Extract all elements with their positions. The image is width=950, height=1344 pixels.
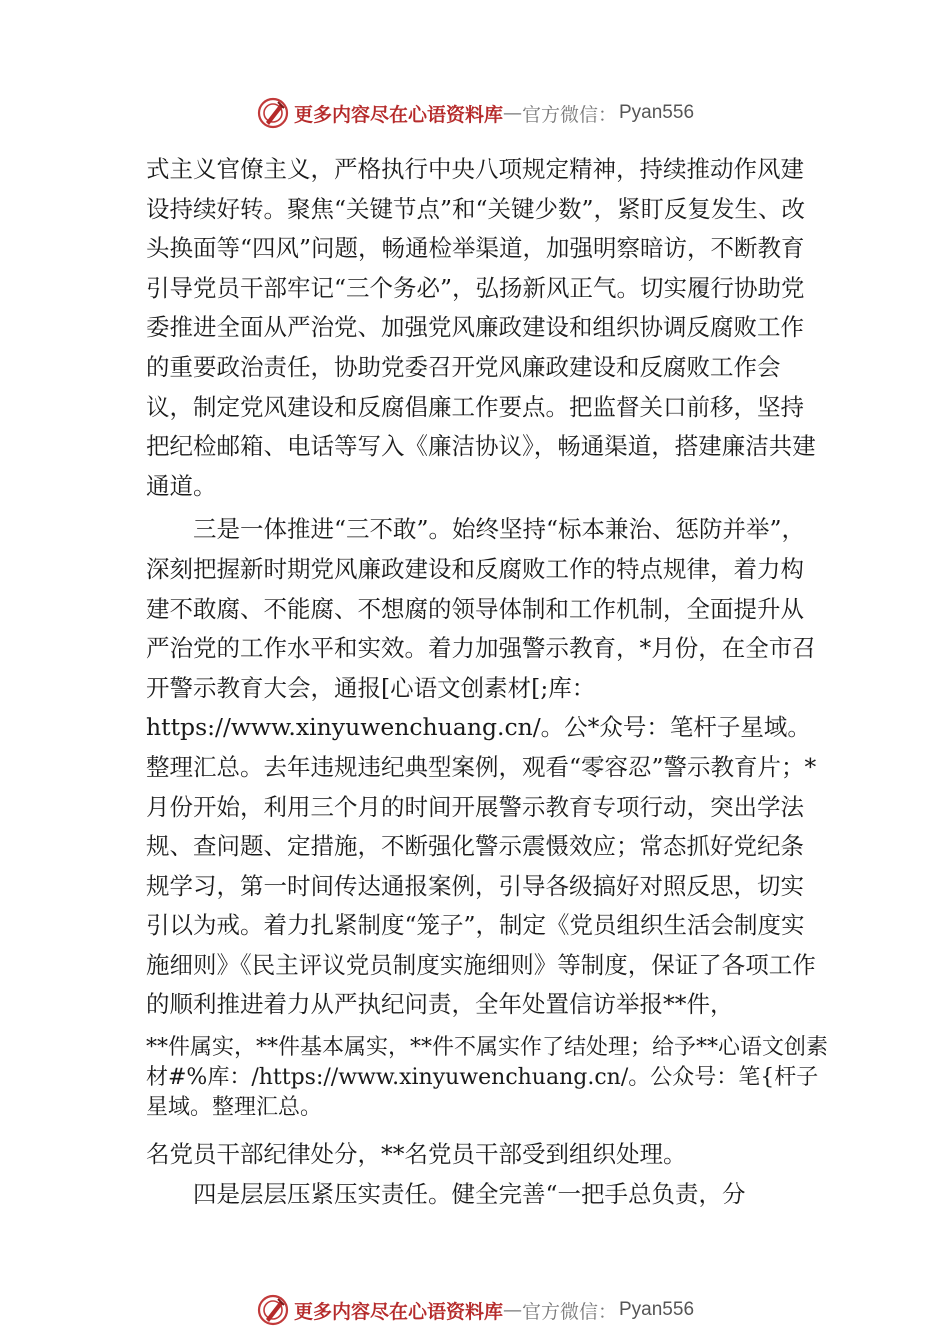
header-banner xyxy=(0,93,950,133)
banner-wechat-id: Pyan556 xyxy=(619,102,695,123)
paragraph-5: 四是层层压紧压实责任。健全完善“一把手总负责，分 xyxy=(193,1179,746,1208)
footer-banner xyxy=(0,1290,950,1330)
banner-official-label: 官方微信： xyxy=(521,103,617,126)
paragraph-1: 式主义官僚主义，严格执行中央八项规定精神，持续推动作风建设持续好转。聚焦“关键节点”和“关键少数”，紧盯反复发生、改头换面等“四风”问题，畅通检举渠道，加强明察暗访，不断教育引导党员干部牢记“三个务必”，弘扬新风正气。切实履行协助党委推进全面从严治党、加强党风廉政建设和组织协调反腐败工作的重要政治责任，协助党委召开党风廉政建设和反腐败工作会议，制定党风建设和反腐倡廉工作要点。把监督关口前移，坚持把纪检邮箱、电话等写入《廉洁协议》，畅通渠道，搭建廉洁共建通道。 xyxy=(146,155,816,500)
paragraph-2: 三是一体推进“三不敢”。始终坚持“标本兼治、惩防并举”，深刻把握新时期党风廉政建设和反腐败工作的特点规律，着力构建不敢腐、不能腐、不想腐的领导体制和工作机制，全面提升从严治党的工作水平和实效。着力加强警示教育，*月份，在全市召开警示教育大会，通报[心语文创素材[;库：https://www.xinyuwenchuang.cn/。公*众号：笔杆子星域。整理汇总。去年违规违纪典型案例，观看“零容忍”警示教育片；*月份开始，利用三个月的时间开展警示教育专项行动，突出学法规、查问题、定措施，不断强化警示震慑效应；常态抓好党纪条规学习，第一时间传达通报案例，引导各级搞好对照反思，切实引以为戒。着力扎紧制度“笼子”，制定《党员组织生活会制度实施细则》《民主评议党员制度实施细则》等制度，保证了各项工作的顺利推进着力从严执纪问责，全年处置信访举报**件， xyxy=(146,515,817,1019)
banner-dash: — xyxy=(502,1299,522,1321)
paragraph-3: **件属实，**件基本属实，**件不属实作了结处理；给予**心语文创素材#%库：/https://www.xinyuwenchuang.cn/。公众号：笔{杆子星域。整理汇总。 xyxy=(146,1035,829,1121)
logo-icon xyxy=(256,1293,290,1327)
banner-title: 更多内容尽在心语资料库 xyxy=(293,103,503,126)
document-body xyxy=(146,150,829,1214)
banner-official-label: 官方微信： xyxy=(521,1300,617,1323)
paragraph-4: 名党员干部纪律处分，**名党员干部受到组织处理。 xyxy=(146,1140,687,1169)
banner-title: 更多内容尽在心语资料库 xyxy=(293,1300,503,1323)
banner-wechat-id: Pyan556 xyxy=(619,1299,695,1320)
logo-icon xyxy=(256,96,290,130)
banner-dash: — xyxy=(502,102,522,124)
